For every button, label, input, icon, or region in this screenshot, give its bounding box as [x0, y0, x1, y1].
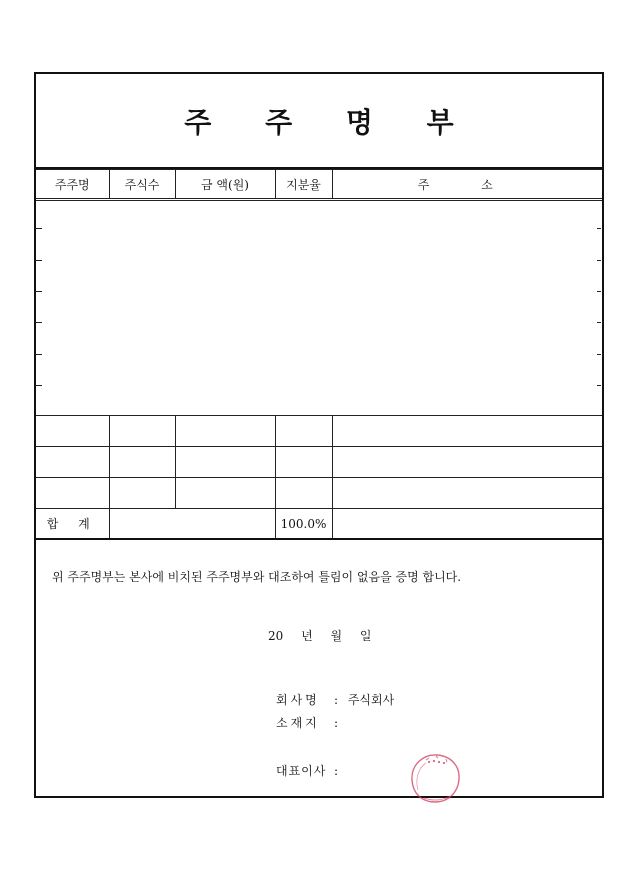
issue-date: 20 년 월 일: [268, 629, 372, 643]
table-row: [36, 478, 602, 509]
header-address: 주 소: [332, 170, 602, 200]
total-shares-amount[interactable]: [109, 509, 275, 540]
table-row: [36, 416, 602, 447]
total-row: [36, 509, 602, 540]
certification-statement: 위 주주명부는 본사에 비치된 주주명부와 대조하여 틀림이 없음을 증명 합니다.: [52, 570, 462, 584]
cell-shares[interactable]: [109, 447, 175, 478]
total-address: [332, 509, 602, 540]
cell-address[interactable]: [332, 416, 602, 447]
cell-shares[interactable]: [109, 416, 175, 447]
cell-name[interactable]: [36, 478, 109, 509]
company-label: 회사명: [276, 693, 320, 707]
header-ownership: 지분율: [275, 170, 332, 200]
cell-amount[interactable]: [175, 478, 275, 509]
address-label: 소재지: [276, 716, 320, 730]
header-shareholder-name: 주주명: [36, 170, 109, 200]
cell-ownership[interactable]: [275, 416, 332, 447]
company-value: 주식회사: [347, 693, 395, 707]
table-header-row: [36, 170, 602, 200]
cell-name[interactable]: [36, 416, 109, 447]
cell-ownership[interactable]: [275, 478, 332, 509]
shareholder-table: [36, 169, 602, 540]
cell-ownership[interactable]: [275, 447, 332, 478]
cell-shares[interactable]: [109, 478, 175, 509]
cell-name[interactable]: [36, 447, 109, 478]
blank-area: [36, 200, 602, 416]
document-title: 주 주 명 부: [36, 74, 602, 169]
table-row: [36, 447, 602, 478]
header-share-count: 주식수: [109, 170, 175, 200]
company-seal-stamp: [406, 750, 464, 806]
cell-address[interactable]: [332, 478, 602, 509]
ceo-label: 대표이사: [276, 764, 327, 778]
ceo-line: 대표이사 :: [276, 764, 339, 778]
cell-address[interactable]: [332, 447, 602, 478]
total-percent: 100.0%: [275, 509, 332, 540]
cell-amount[interactable]: [175, 416, 275, 447]
cell-amount[interactable]: [175, 447, 275, 478]
header-amount: 금 액(원): [175, 170, 275, 200]
company-address-line: 소재지 :: [276, 716, 339, 730]
shareholder-register-frame: [34, 72, 604, 798]
blank-entry-area: [36, 200, 602, 416]
company-name-line: 회사명 : 주식회사: [276, 693, 395, 707]
total-label: 합 계: [36, 509, 109, 540]
